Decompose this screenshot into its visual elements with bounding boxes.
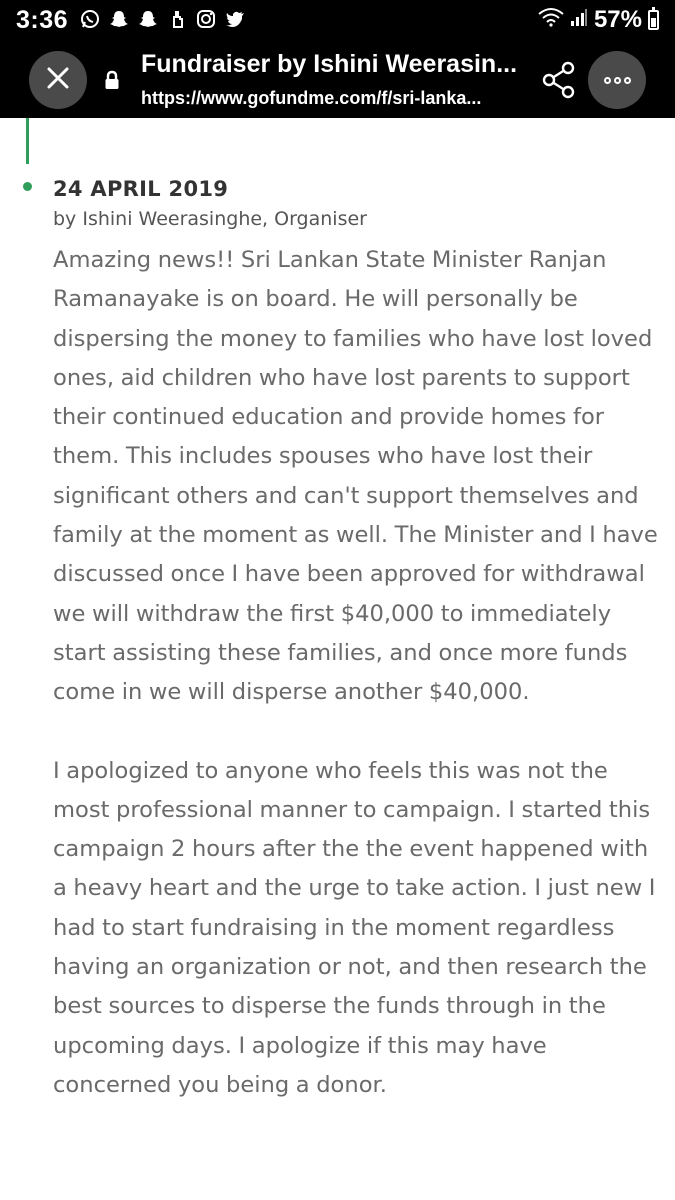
snapchat-icon xyxy=(109,9,129,34)
update-paragraph: I apologized to anyone who feels this was not the most professional manner to campaign. I started this campaign 2 hours after the the event happened with a heavy heart and the urge to take action. I just new I had to start fundraising in the moment regardless having an organization or not, and then research the best sources to disperse the funds through in the upcoming days. I apologize if this may have concerned you being a donor. xyxy=(53,757,656,1098)
update-paragraph: Amazing news!! Sri Lankan State Minister Ranjan Ramanayake is on board. He will personally be dispersing the money to families who have lost loved ones, aid children who have lost parents to support their continued education and provide homes for them. This includes spouses who have lost their significant others and can't support themselves and family at the moment as well. The Minister and I have discussed once I have been approved for withdrawal we will withdraw the first $40,000 to immediately start assisting these families, and once more funds come in we will disperse another $40,000. xyxy=(53,247,658,706)
signal-icon xyxy=(570,6,588,34)
wifi-icon xyxy=(538,6,564,34)
instagram-icon xyxy=(196,9,216,34)
update-body xyxy=(53,241,658,1105)
battery-text: 57% xyxy=(593,6,642,33)
update-author: by Ishini Weerasinghe, Organiser xyxy=(53,208,367,230)
more-options-button[interactable] xyxy=(588,51,646,109)
close-button[interactable] xyxy=(29,51,87,109)
snapchat-icon xyxy=(138,9,158,34)
status-bar xyxy=(0,0,675,42)
battery-icon xyxy=(648,10,659,30)
twitter-icon xyxy=(225,9,245,34)
status-right xyxy=(538,6,659,34)
browser-toolbar xyxy=(0,42,675,118)
close-icon xyxy=(46,66,70,94)
hand-icon xyxy=(167,9,187,34)
notification-icons xyxy=(80,9,245,34)
share-button[interactable] xyxy=(540,60,578,100)
page-title[interactable]: Fundraiser by Ishini Weerasin... xyxy=(141,50,518,78)
more-icon xyxy=(604,77,611,84)
update-date: 24 APRIL 2019 xyxy=(53,177,229,201)
lock-icon xyxy=(104,70,120,90)
update-entry xyxy=(53,174,658,1105)
timeline-line xyxy=(26,118,29,164)
page-url[interactable]: https://www.gofundme.com/f/sri-lanka... xyxy=(141,88,482,108)
share-icon xyxy=(540,85,578,104)
timeline-dot xyxy=(23,182,32,191)
whatsapp-icon xyxy=(80,9,100,34)
status-time: 3:36 xyxy=(16,6,69,34)
